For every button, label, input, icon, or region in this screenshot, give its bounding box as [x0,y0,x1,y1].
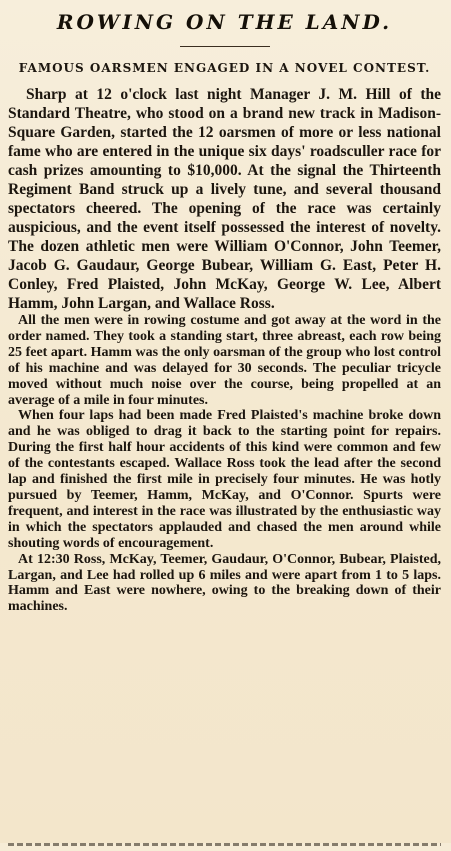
headline: ROWING ON THE LAND. [56,10,393,34]
article-paragraph: When four laps had been made Fred Plaisted's machine broke down and he was obliged to drag it back to the starting point for repairs. During the first half hour accidents of this kind were common and few of the contestants escaped. Wallace Ross took the lead after the second lap and finished the first mile in precisely four minutes. He was hotly pursued by Teemer, Hamm, McKay, and O'Connor. Spurts were frequent, and interest in the race was illustrated by the enthusiastic way in which the spectators applauded and chased the men around while shouting words of encouragement. [8,408,441,551]
article-body [8,85,441,615]
article-paragraph: At 12:30 Ross, McKay, Teemer, Gaudaur, O'Connor, Bubear, Plaisted, Largan, and Lee had rolled up 6 miles and were apart from 1 to 5 laps. Hamm and East were nowhere, owing to the breaking down of their machines. [8,551,441,615]
article-paragraph: All the men were in rowing costume and got away at the word in the order named. They took a standing start, three abreast, each row being 25 feet apart. Hamm was the only oarsman of the group who lost control of his machine and was delayed for 30 seconds. The peculiar tricycle moved without much noise over the course, being propelled at an average of a mile in four minutes. [8,313,441,408]
subheadline: FAMOUS OARSMEN ENGAGED IN A NOVEL CONTEST. [18,61,431,75]
headline-divider [180,46,270,47]
article-paragraph-lead: Sharp at 12 o'clock last night Manager J. M. Hill of the Standard Theatre, who stood on a brand new track in Madison-Square Garden, started the 12 oarsmen of more or less national fame who are entered in the unique six days' roadsculler race for cash prizes amounting to $10,000. At the signal the Thirteenth Regiment Band struck up a lively tune, and several thousand spectators cheered. The opening of the race was certainly auspicious, and the event itself possessed the interest of novelty. The dozen athletic men were William O'Connor, John Teemer, Jacob G. Gaudaur, George Bubear, William G. East, Peter H. Conley, Fred Plaisted, John McKay, George W. Lee, Albert Hamm, John Largan, and Wallace Ross. [8,86,441,312]
